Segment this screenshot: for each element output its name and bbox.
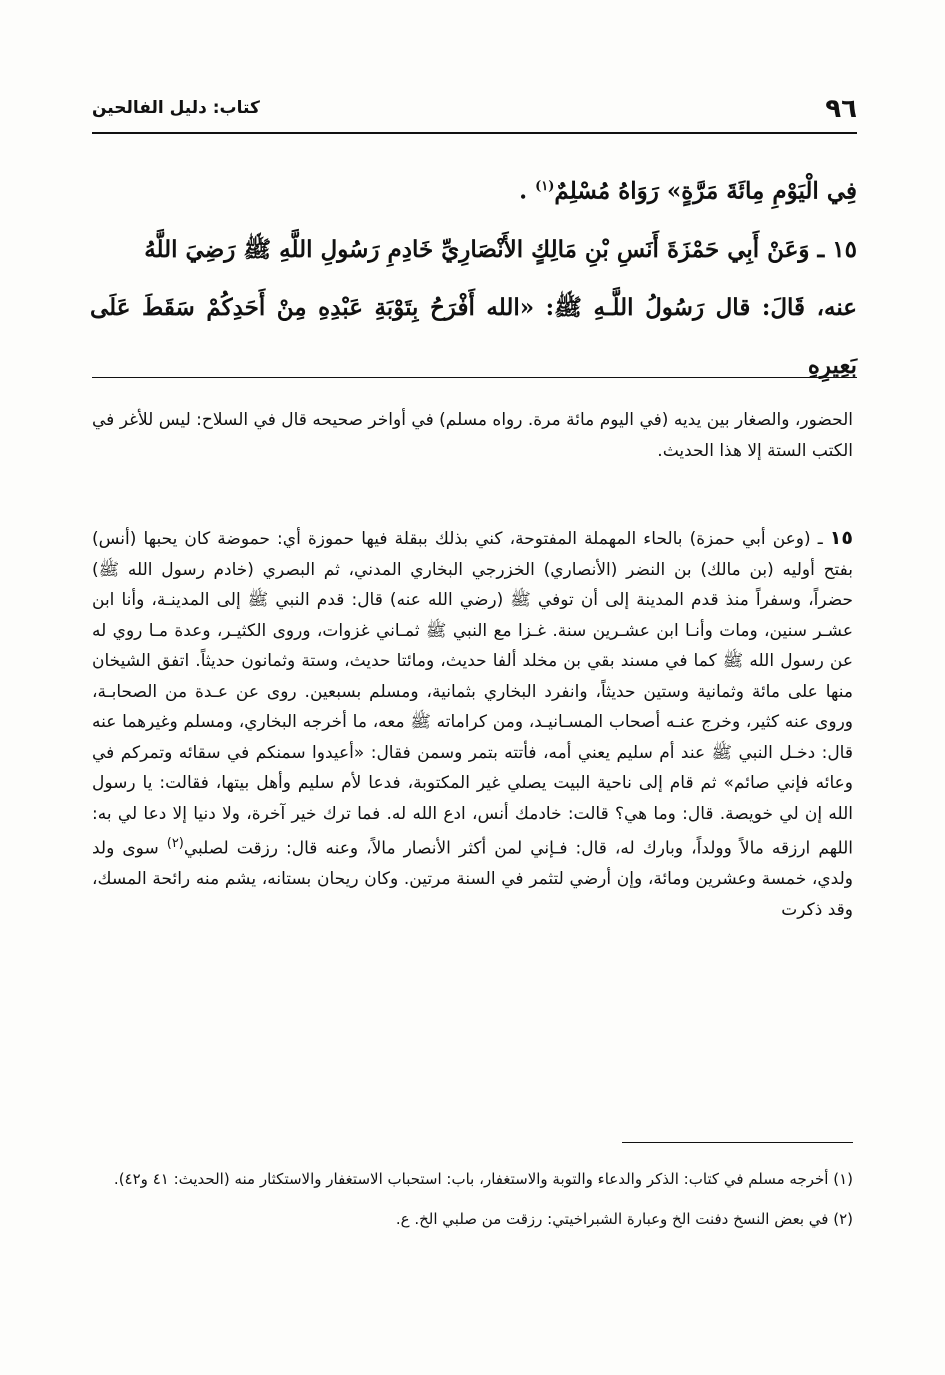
commentary-para-2 [92, 523, 853, 925]
hadith-text [90, 158, 857, 395]
hadith-line-2: ١٥ ـ وَعَنْ أَبِي حَمْزَةَ أَنَسِ بْنِ مَالِكٍ الأَنْصَارِيِّ خَادِمِ رَسُولِ اللَّهِ ﷺ رَضِيَ اللَّهُ [144, 235, 857, 263]
footnote-ref-1: (١) [535, 179, 555, 194]
footnotes [92, 1165, 853, 1233]
footnote-divider [622, 1142, 853, 1143]
section-divider [92, 377, 857, 378]
hadith-line-3: عنه، قَالَ: قال رَسُولُ اللَّـهِ ﷺ: «الله أَفْرَحُ بِتَوْبَةِ عَبْدِهِ مِنْ أَحَدِكُمْ سَقَطَ عَلَى بَعِيرِهِ [90, 293, 857, 379]
page-header [92, 92, 857, 134]
hadith-line-1-text: فِي الْيَوْمِ مِائَةَ مَرَّةٍ» رَوَاهُ مُسْلِمٌ [554, 177, 857, 205]
hadith-line-1-end: . [519, 177, 528, 205]
page-number: ٩٦ [825, 94, 857, 124]
commentary-para-1 [92, 405, 853, 466]
commentary-text-2b: سوى ولد ولدي، خمسة وعشرين ومائة، وإن أرضي لتثمر في السنة مرتين. وكان ريحان بستانه، يشم منه رائحة المسك، وقد ذكرت [92, 838, 853, 920]
commentary-text-1: الحضور، والصغار بين يديه (في اليوم مائة مرة. رواه مسلم) في أواخر صحيحه قال في السلاح: ليس للأغر في الكتب الستة إلا هذا الحديث. [92, 410, 853, 461]
footnote-ref-2: (٢) [166, 836, 184, 851]
hadith-number: ١٥ [829, 527, 853, 549]
footnote-2: (٢) في بعض النسخ دفنت الخ وعبارة الشبراخيتي: رزقت من صلبي الخ. ع. [395, 1210, 853, 1228]
commentary-text-2a: ـ (وعن أبي حمزة) بالحاء المهملة المفتوحة، كني بذلك ببقلة فيها حموزة أي: حموضة كان يحبها (أنس) بفتح أوليه (بن مالك) بن النضر (الأنصاري) الخزرجي البخاري المدني، ثم البصري (خادم رسول الله ﷺ) حضراً، وسفراً منذ قدم المدينة إلى أن توفي ﷺ (رضي الله عنه) قال: قدم النبي ﷺ إلى المدينـة، وأنا ابن عشـر سنين، ومات وأنـا ابن عشـرين سنة. غـزا مع النبي ﷺ ثمـاني غزوات، وروى الكثيـر، وعدة مـا روي له عن رسول الله ﷺ كما في مسند بقي بن مخلد ألفا حديث، ومائتا حديث، وستة وثمانون حديثاً. اتفق الشيخان منها على مائة وثمانية وستين حديثاً، وانفرد البخاري بثمانية، ومسلم بسبعين. روى عن عـدة من الصحابـة، وروى عنه كثير، وخرج عنـه أصحاب المسـانيـد، ومن كراماته ﷺ معه، ما أخرجه البخاري، ومسلم وغيرهما عنه قال: دخـل النبي ﷺ عند أم سليم يعني أمه، فأتته بتمر وسمن فقال: «أعيدوا سمنكم في سقائه وتمركم في وعائه فإني صائم» ثم قام إلى ناحية البيت يصلي غير المكتوبة، فدعا لأم سليم وأهل بيتها، فقالت: يا رسول الله إن لي خويصة. قال: وما هي؟ قالت: خادمك أنس، ادع الله له. فما ترك خير آخرة، ولا دنيا إلا دعا لي به: اللهم ارزقه مالاً وولداً، وبارك له، قال: فـإني لمن أكثر الأنصار مالاً، وعنه قال: رزقت لصلبي [92, 529, 853, 859]
footnote-1: (١) أخرجه مسلم في كتاب: الذكر والدعاء والتوبة والاستغفار، باب: استحباب الاستغفار والاستكثار منه (الحديث: ٤١ و٤٢). [113, 1170, 853, 1188]
hadith-line-1 [90, 158, 857, 221]
book-title: كتاب: دليل الفالحين [92, 98, 260, 118]
